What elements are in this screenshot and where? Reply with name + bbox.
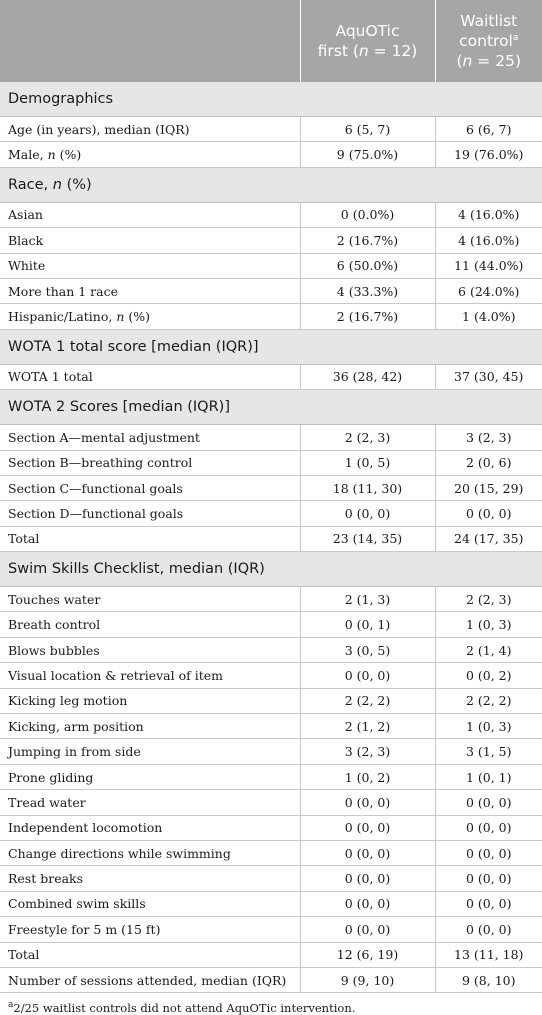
value-waitlist-control: 3 (1, 5) (435, 739, 542, 764)
value-aquotic-first: 2 (1, 2) (300, 714, 435, 739)
value-aquotic-first: 0 (0, 0) (300, 891, 435, 916)
value-waitlist-control: 6 (24.0%) (435, 278, 542, 303)
row-label: Touches water (0, 587, 300, 612)
value-aquotic-first: 6 (50.0%) (300, 253, 435, 278)
value-waitlist-control: 13 (11, 18) (435, 942, 542, 967)
section-title: WOTA 2 Scores [median (IQR)] (0, 390, 542, 425)
row-label: Blows bubbles (0, 637, 300, 662)
row-label: Number of sessions attended, median (IQR) (0, 967, 300, 992)
section-header-row (0, 552, 542, 587)
value-waitlist-control: 11 (44.0%) (435, 253, 542, 278)
value-waitlist-control: 0 (0, 0) (435, 790, 542, 815)
value-aquotic-first: 9 (75.0%) (300, 142, 435, 167)
row-label: Freestyle for 5 m (15 ft) (0, 917, 300, 942)
row-label: Section C—functional goals (0, 475, 300, 500)
italic-n: n (47, 147, 56, 163)
table-row (0, 866, 542, 891)
header-cell-label (0, 0, 300, 82)
value-aquotic-first: 0 (0, 0) (300, 790, 435, 815)
header-aquotic-line1: AquOTic (335, 22, 400, 40)
value-waitlist-control: 0 (0, 0) (435, 891, 542, 916)
table-row (0, 278, 542, 303)
table-row (0, 815, 542, 840)
table-row (0, 739, 542, 764)
section-title: Demographics (0, 82, 542, 117)
italic-n: n (116, 309, 125, 325)
header-waitlist-sup: a (512, 32, 519, 43)
value-waitlist-control: 1 (0, 3) (435, 612, 542, 637)
row-label: Total (0, 526, 300, 551)
header-aquotic-line2-pre: first ( (317, 42, 359, 60)
value-waitlist-control: 0 (0, 0) (435, 866, 542, 891)
value-aquotic-first: 2 (16.7%) (300, 228, 435, 253)
value-waitlist-control: 0 (0, 0) (435, 840, 542, 865)
row-label: Section A—mental adjustment (0, 425, 300, 450)
value-aquotic-first: 18 (11, 30) (300, 475, 435, 500)
value-waitlist-control: 37 (30, 45) (435, 364, 542, 389)
row-label: Section B—breathing control (0, 450, 300, 475)
header-cell-aquotic-first (300, 0, 435, 82)
table-row (0, 304, 542, 329)
row-label: Age (in years), median (IQR) (0, 117, 300, 142)
header-waitlist-n: n (462, 52, 473, 70)
row-label: Change directions while swimming (0, 840, 300, 865)
value-aquotic-first: 1 (0, 5) (300, 450, 435, 475)
value-waitlist-control: 0 (0, 0) (435, 815, 542, 840)
value-aquotic-first: 0 (0, 0) (300, 917, 435, 942)
row-label: Hispanic/Latino, n (%) (0, 304, 300, 329)
table-row (0, 942, 542, 967)
table-row (0, 450, 542, 475)
value-waitlist-control: 0 (0, 2) (435, 663, 542, 688)
table-row (0, 612, 542, 637)
value-waitlist-control: 1 (0, 1) (435, 764, 542, 789)
header-aquotic-line2-post: = 12) (368, 42, 418, 60)
section-header-row (0, 167, 542, 202)
value-waitlist-control: 2 (0, 6) (435, 450, 542, 475)
value-waitlist-control: 1 (4.0%) (435, 304, 542, 329)
value-waitlist-control: 20 (15, 29) (435, 475, 542, 500)
row-label: Kicking leg motion (0, 688, 300, 713)
row-label: Black (0, 228, 300, 253)
row-label: Rest breaks (0, 866, 300, 891)
section-header-row (0, 390, 542, 425)
value-aquotic-first: 2 (1, 3) (300, 587, 435, 612)
table-row (0, 764, 542, 789)
value-aquotic-first: 0 (0, 0) (300, 840, 435, 865)
table-row (0, 790, 542, 815)
row-label: Jumping in from side (0, 739, 300, 764)
value-aquotic-first: 0 (0, 0) (300, 501, 435, 526)
table-row (0, 142, 542, 167)
table-header (0, 0, 542, 82)
table-row (0, 253, 542, 278)
row-label: Combined swim skills (0, 891, 300, 916)
value-aquotic-first: 4 (33.3%) (300, 278, 435, 303)
row-label: Prone gliding (0, 764, 300, 789)
header-waitlist-line3-pre: ( (456, 52, 463, 70)
row-label: More than 1 race (0, 278, 300, 303)
value-waitlist-control: 2 (1, 4) (435, 637, 542, 662)
value-waitlist-control: 4 (16.0%) (435, 228, 542, 253)
value-waitlist-control: 1 (0, 3) (435, 714, 542, 739)
value-aquotic-first: 12 (6, 19) (300, 942, 435, 967)
table-row (0, 917, 542, 942)
table-row (0, 967, 542, 992)
table-row (0, 228, 542, 253)
value-aquotic-first: 3 (2, 3) (300, 739, 435, 764)
row-label: Male, n (%) (0, 142, 300, 167)
table-row (0, 202, 542, 227)
table-row (0, 425, 542, 450)
table-row (0, 587, 542, 612)
value-waitlist-control: 0 (0, 0) (435, 501, 542, 526)
value-aquotic-first: 23 (14, 35) (300, 526, 435, 551)
row-label: Breath control (0, 612, 300, 637)
table-row (0, 637, 542, 662)
row-label: Tread water (0, 790, 300, 815)
table-footnote (0, 993, 542, 1015)
row-label: Independent locomotion (0, 815, 300, 840)
row-label: Visual location & retrieval of item (0, 663, 300, 688)
value-waitlist-control: 0 (0, 0) (435, 917, 542, 942)
value-waitlist-control: 19 (76.0%) (435, 142, 542, 167)
value-aquotic-first: 2 (2, 3) (300, 425, 435, 450)
section-header-row (0, 82, 542, 117)
table-row (0, 891, 542, 916)
value-waitlist-control: 3 (2, 3) (435, 425, 542, 450)
value-aquotic-first: 0 (0, 0) (300, 815, 435, 840)
section-title: Swim Skills Checklist, median (IQR) (0, 552, 542, 587)
table-row (0, 501, 542, 526)
footnote-text: 2/25 waitlist controls did not attend AquOTic intervention. (13, 1001, 356, 1015)
header-waitlist-line1: Waitlist (460, 12, 518, 30)
row-label: WOTA 1 total (0, 364, 300, 389)
row-label: Total (0, 942, 300, 967)
table-row (0, 840, 542, 865)
row-label: Kicking, arm position (0, 714, 300, 739)
value-aquotic-first: 1 (0, 2) (300, 764, 435, 789)
value-aquotic-first: 6 (5, 7) (300, 117, 435, 142)
header-row (0, 0, 542, 82)
value-waitlist-control: 24 (17, 35) (435, 526, 542, 551)
value-aquotic-first: 0 (0, 0) (300, 866, 435, 891)
table-row (0, 117, 542, 142)
header-waitlist-line2: control (459, 32, 513, 50)
value-aquotic-first: 0 (0.0%) (300, 202, 435, 227)
value-waitlist-control: 6 (6, 7) (435, 117, 542, 142)
row-label: White (0, 253, 300, 278)
table-row (0, 364, 542, 389)
row-label: Section D—functional goals (0, 501, 300, 526)
value-aquotic-first: 0 (0, 1) (300, 612, 435, 637)
footnote-marker: a (8, 1000, 14, 1011)
value-aquotic-first: 2 (16.7%) (300, 304, 435, 329)
value-aquotic-first: 0 (0, 0) (300, 663, 435, 688)
italic-n: n (52, 176, 62, 193)
value-waitlist-control: 2 (2, 2) (435, 688, 542, 713)
value-waitlist-control: 2 (2, 3) (435, 587, 542, 612)
value-aquotic-first: 3 (0, 5) (300, 637, 435, 662)
header-waitlist-line3-post: = 25) (472, 52, 521, 70)
table-row (0, 475, 542, 500)
table-row (0, 688, 542, 713)
header-cell-waitlist-control (435, 0, 542, 82)
section-header-row (0, 329, 542, 364)
value-aquotic-first: 2 (2, 2) (300, 688, 435, 713)
section-title: Race, n (%) (0, 167, 542, 202)
row-label: Asian (0, 202, 300, 227)
value-aquotic-first: 9 (9, 10) (300, 967, 435, 992)
value-waitlist-control: 9 (8, 10) (435, 967, 542, 992)
value-aquotic-first: 36 (28, 42) (300, 364, 435, 389)
section-title: WOTA 1 total score [median (IQR)] (0, 329, 542, 364)
table-row (0, 714, 542, 739)
table-row (0, 526, 542, 551)
header-aquotic-n: n (358, 42, 369, 60)
value-waitlist-control: 4 (16.0%) (435, 202, 542, 227)
table-body (0, 82, 542, 993)
table-row (0, 663, 542, 688)
